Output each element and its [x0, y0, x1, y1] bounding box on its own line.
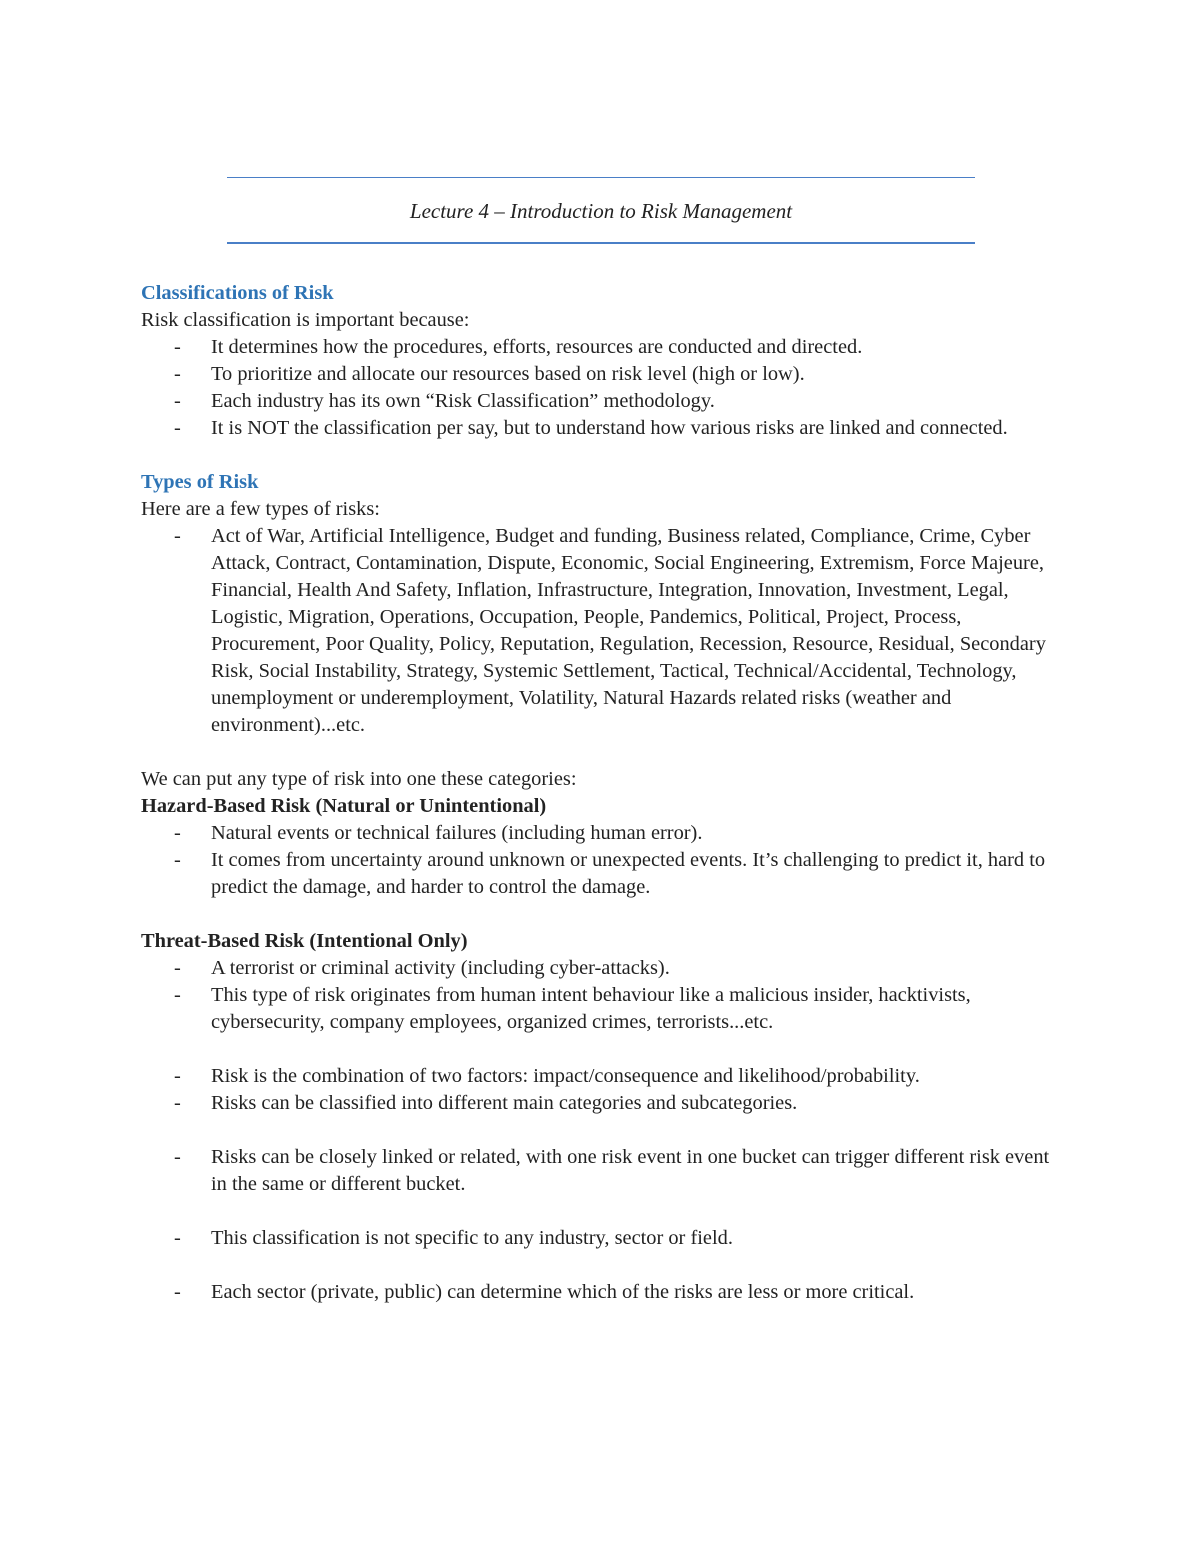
spacer	[141, 901, 1061, 928]
list-item: - This classification is not specific to any industry, sector or field.	[141, 1225, 1061, 1252]
list-item: - Risk is the combination of two factors: impact/consequence and likelihood/probability.	[141, 1063, 1061, 1090]
list-item: - To prioritize and allocate our resources based on risk level (high or low).	[141, 361, 1061, 388]
section-heading-classifications: Classifications of Risk	[141, 282, 334, 304]
notes-list-4	[141, 1279, 1061, 1306]
title-top-rule	[227, 177, 975, 178]
list-item: - Act of War, Artificial Intelligence, Budget and funding, Business related, Compliance, Crime, Cyber Attack, Contract, Contamination, Dispute, Economic, Social Engineering, Extremism, Force Majeure, Financial, Health And Safety, Inflation, Infrastructure, Integration, Innovation, Investment, Legal, Logistic, Migration, Operations, Occupation, People, Pandemics, Political, Project, Process, Procurement, Poor Quality, Policy, Reputation, Regulation, Recession, Resource, Residual, Secondary Risk, Social Instability, Strategy, Systemic Settlement, Tactical, Technical/Accidental, Technology, unemployment or underemployment, Volatility, Natural Hazards related risks (weather and environment)...etc.	[141, 523, 1061, 739]
spacer	[141, 1252, 1061, 1279]
list-item: - Natural events or technical failures (including human error).	[141, 820, 1061, 847]
types-list	[141, 523, 1061, 739]
notes-list-3	[141, 1225, 1061, 1252]
classifications-intro: Risk classification is important because:	[141, 309, 470, 331]
spacer	[141, 1036, 1061, 1063]
list-item: - It is NOT the classification per say, but to understand how various risks are linked and connected.	[141, 415, 1061, 442]
threat-list	[141, 955, 1061, 1036]
list-item: - This type of risk originates from human intent behaviour like a malicious insider, hacktivists, cybersecurity, company employees, organized crimes, terrorists...etc.	[141, 982, 1061, 1036]
document-title: Lecture 4 – Introduction to Risk Management	[409, 199, 793, 223]
list-item: - Each industry has its own “Risk Classification” methodology.	[141, 388, 1061, 415]
spacer	[141, 739, 1061, 766]
list-item: - A terrorist or criminal activity (including cyber-attacks).	[141, 955, 1061, 982]
title-bottom-rule	[227, 242, 975, 244]
spacer	[141, 1117, 1061, 1144]
section-heading-types: Types of Risk	[141, 471, 259, 493]
notes-list-2	[141, 1144, 1061, 1198]
document-body	[141, 280, 1061, 1306]
spacer	[141, 1198, 1061, 1225]
classifications-list	[141, 334, 1061, 442]
types-intro: Here are a few types of risks:	[141, 498, 380, 520]
list-item: - Risks can be classified into different main categories and subcategories.	[141, 1090, 1061, 1117]
list-item: - It determines how the procedures, efforts, resources are conducted and directed.	[141, 334, 1061, 361]
list-item: - Risks can be closely linked or related, with one risk event in one bucket can trigger different risk event in the same or different bucket.	[141, 1144, 1061, 1198]
notes-list-1	[141, 1063, 1061, 1117]
hazard-list	[141, 820, 1061, 901]
section-heading-hazard: Hazard-Based Risk (Natural or Unintentional)	[141, 795, 547, 817]
spacer	[141, 442, 1061, 469]
categories-intro: We can put any type of risk into one these categories:	[141, 768, 577, 790]
section-heading-threat: Threat-Based Risk (Intentional Only)	[141, 930, 468, 952]
list-item: - It comes from uncertainty around unknown or unexpected events. It’s challenging to predict it, hard to predict the damage, and harder to control the damage.	[141, 847, 1061, 901]
list-item: - Each sector (private, public) can determine which of the risks are less or more critical.	[141, 1279, 1061, 1306]
